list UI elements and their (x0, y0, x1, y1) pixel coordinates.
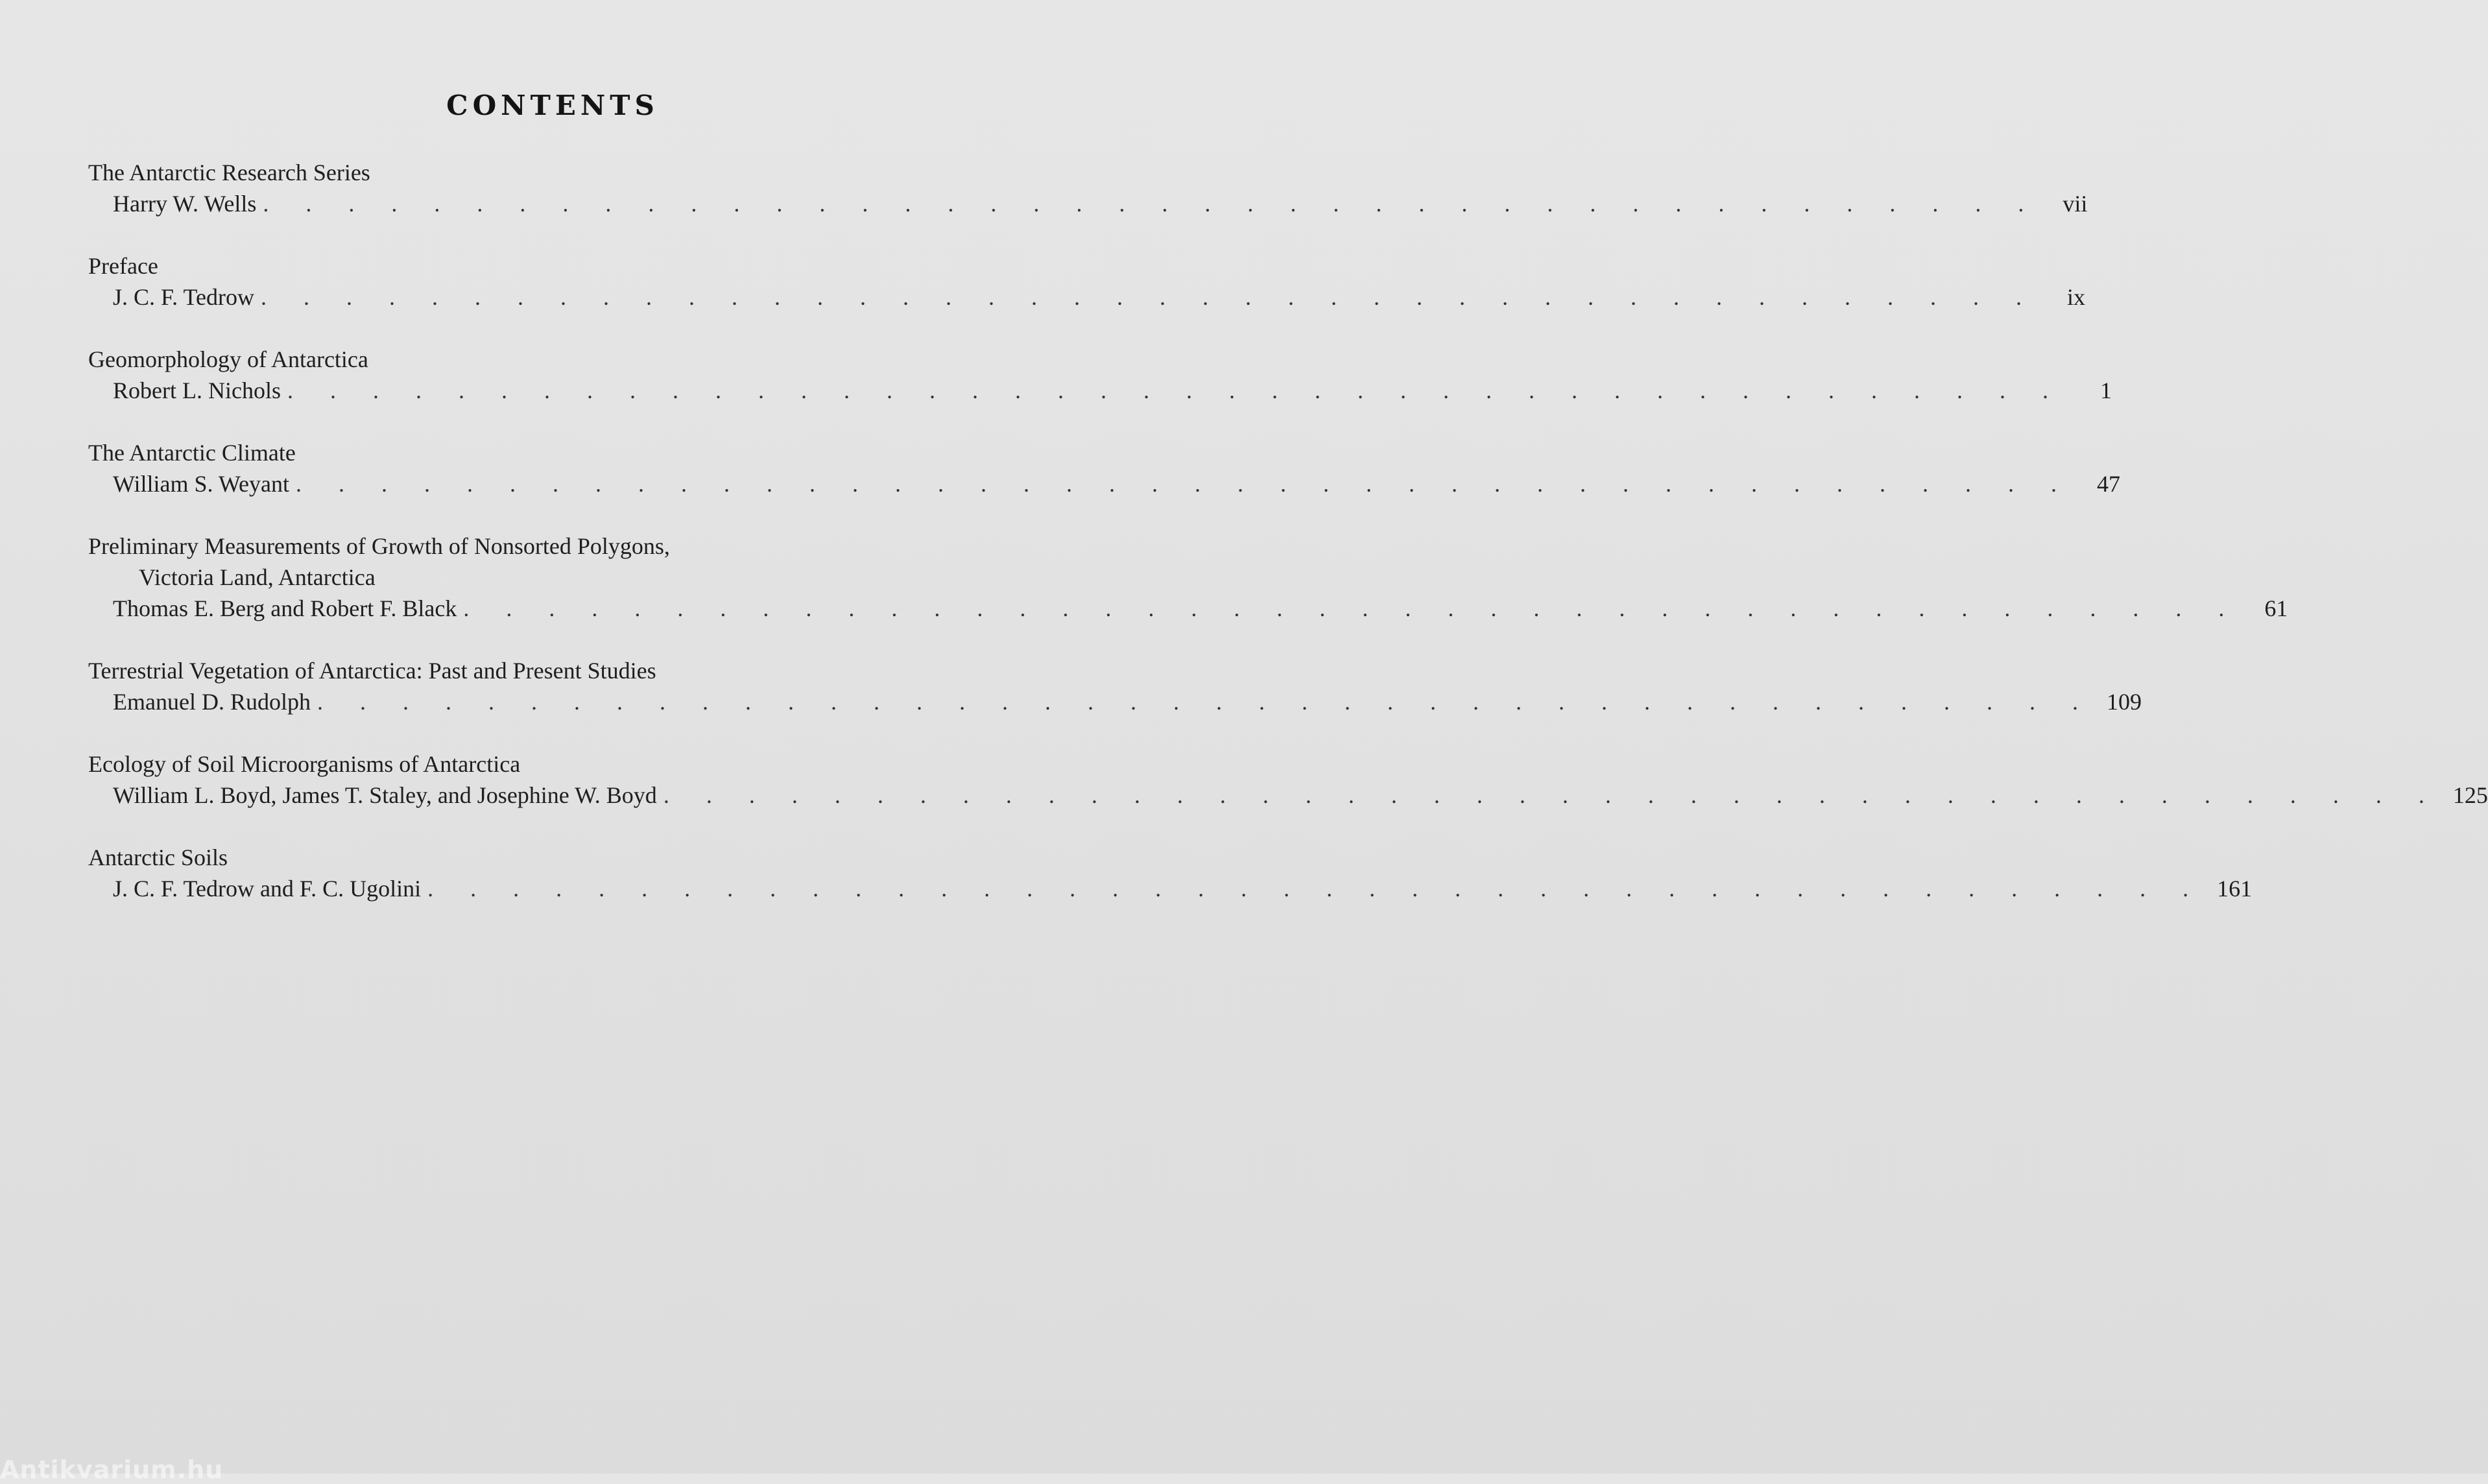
dot-leader: . . . . . . . . . . . . . . . . . . . . . . . . . . . . . . . . . . . . . . . . . . (287, 377, 2064, 403)
watermark: Antikvarium.hu (0, 1455, 224, 1484)
entry-title: Antarctic Soils (88, 844, 228, 870)
entry-author-row (88, 780, 2488, 811)
entry-title: Geomorphology of Antarctica (88, 346, 368, 372)
dot-leader: . . . . . . . . . . . . . . . . . . . . . . . . . . . . . . . . . . . . . . . . . . (317, 689, 2094, 715)
entry-author-row (88, 188, 2088, 219)
page-title: CONTENTS (446, 90, 659, 121)
entry-page-number: 125 (2452, 782, 2488, 808)
entry-author-row (88, 468, 2120, 499)
entry-author: William L. Boyd, James T. Staley, and Josephine W. Boyd (113, 782, 657, 808)
entry-author: Harry W. Wells (113, 191, 257, 217)
entry-author: William S. Weyant (113, 471, 289, 497)
dot-leader: . . . . . . . . . . . . . . . . . . . . . . . . . . . . . . . . . . . . . . . . . . (295, 471, 2072, 497)
entry-page-number: 161 (2217, 876, 2253, 902)
entry-title: The Antarctic Climate (88, 440, 296, 466)
entry-title-continuation: Victoria Land, Antarctica (139, 564, 376, 590)
dot-leader: . . . . . . . . . . . . . . . . . . . . . . . . . . . . . . . . . . . . . . . . . . (260, 284, 2037, 310)
entry-page-number: 1 (2099, 377, 2112, 403)
dot-leader: . . . . . . . . . . . . . . . . . . . . . . . . . . . . . . . . . . . . . . . . . . (463, 595, 2240, 621)
entry-author-row (88, 873, 2253, 904)
entry-author-row (88, 593, 2288, 624)
entry-author: J. C. F. Tedrow and F. C. Ugolini (113, 876, 422, 902)
dot-leader: . . . . . . . . . . . . . . . . . . . . . . . . . . . . . . . . . . . . . . . . . . (427, 876, 2205, 902)
entry-title: The Antarctic Research Series (88, 160, 370, 186)
entry-author-row (88, 281, 2085, 313)
toc-entry (88, 842, 2253, 904)
entry-author: Robert L. Nichols (113, 377, 281, 403)
entry-author-row (88, 686, 2142, 717)
entry-page-number: ix (2066, 284, 2085, 310)
entry-page-number: vii (2063, 191, 2088, 217)
dot-leader: . . . . . . . . . . . . . . . . . . . . . . . . . . . . . . . . . . . . . . . . . . (663, 782, 2440, 808)
entry-author: Thomas E. Berg and Robert F. Black (113, 595, 457, 621)
entry-title: Preliminary Measurements of Growth of Nonsorted Polygons, (88, 533, 670, 559)
toc-entry (88, 250, 2085, 313)
entry-title: Terrestrial Vegetation of Antarctica: Past and Present Studies (88, 658, 656, 684)
entry-title: Preface (88, 253, 158, 279)
entry-author: Emanuel D. Rudolph (113, 689, 311, 715)
entry-title: Ecology of Soil Microorganisms of Antarctica (88, 751, 521, 777)
entry-author: J. C. F. Tedrow (113, 284, 254, 310)
toc-entry (88, 344, 2112, 406)
entry-page-number: 109 (2106, 689, 2142, 715)
dot-leader: . . . . . . . . . . . . . . . . . . . . . . . . . . . . . . . . . . . . . . . . . . (263, 191, 2040, 217)
entry-author-row (88, 375, 2112, 406)
toc-entry (88, 748, 2488, 811)
entry-page-number: 47 (2096, 471, 2120, 497)
entry-page-number: 61 (2264, 595, 2288, 621)
toc-entry (88, 437, 2120, 499)
toc-entry (88, 531, 2288, 624)
toc-entry (88, 157, 2088, 219)
toc-entry (88, 655, 2142, 717)
